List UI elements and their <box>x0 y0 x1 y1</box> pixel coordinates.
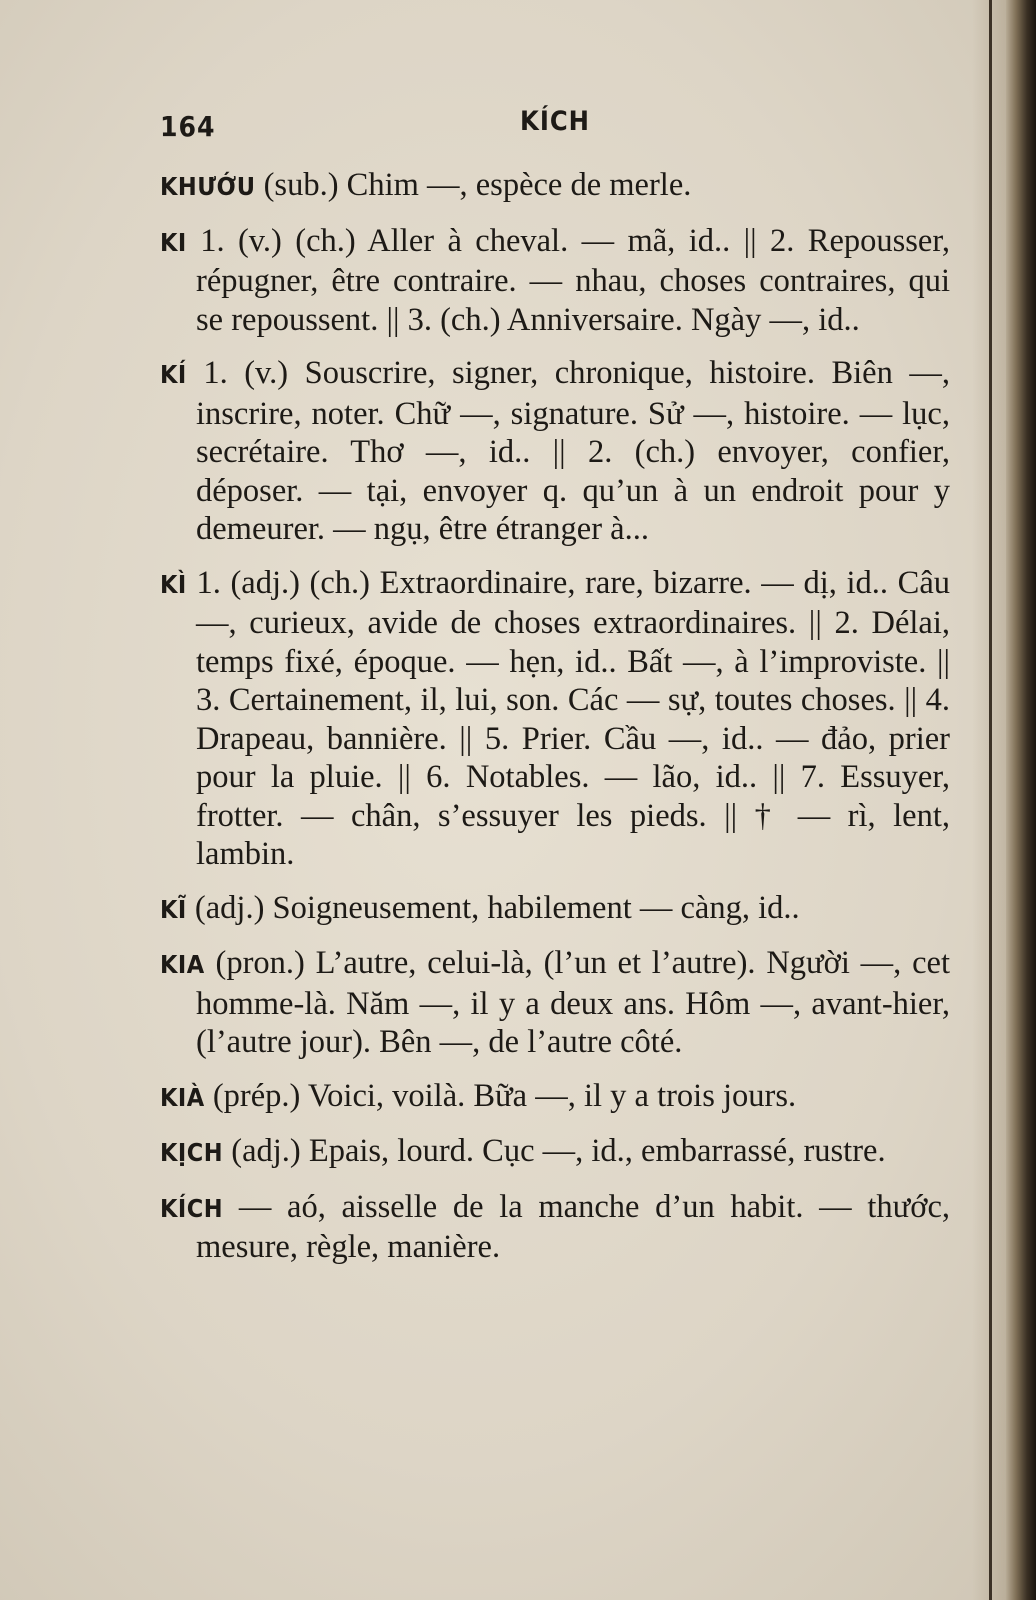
dictionary-entry <box>160 889 950 930</box>
entry-definition: 1. (adj.) (ch.) Extraordinaire, rare, bizarre. — dị, id.. Câu —, curieux, avide de choses extraordinaires. || 2. Délai, temps fixé, époque. — hẹn, id.. Bất —, à l’improviste. || 3. Certainement, il, lui, son. Các — sự, toutes choses. || 4. Drapeau, bannière. || 5. Prier. Cầu —, id.. — đảo, prier pour la pluie. || 6. Notables. — lão, id.. || 7. Essuyer, frotter. — chân, s’essuyer les pieds. || † — rì, lent, lambin. <box>196 564 950 872</box>
entry-headword: KÍCH <box>160 1193 224 1223</box>
entry-headword: KI <box>160 227 187 257</box>
entry-headword: KÍ <box>160 360 187 389</box>
entry-headword: KỊCH <box>160 1138 224 1167</box>
entry-definition: 1. (v.) Souscrire, signer, chronique, histoire. Biên —, inscrire, noter. Chữ —, signature. Sử —, histoire. — lục, secrétaire. Thơ —, id.. || 2. (ch.) envoyer, confier, déposer. — tại, envoyer q. qu’un à un endroit pour y demeurer. — ngụ, être étranger à... <box>196 355 950 547</box>
dictionary-entries <box>160 166 950 1282</box>
dictionary-entry <box>160 1188 950 1267</box>
dictionary-entry <box>160 944 950 1062</box>
entry-definition: (pron.) L’autre, celui-là, (l’un et l’autre). Người —, cet homme-là. Năm —, il y a deux ans. Hôm —, avant-hier, (l’autre jour). Bên —, de l’autre côté. <box>196 945 950 1060</box>
entry-definition: — aó, aisselle de la manche d’un habit. — thước, mesure, règle, manière. <box>196 1188 950 1265</box>
dictionary-entry <box>160 564 950 874</box>
entry-definition: (prép.) Voici, voilà. Bữa —, il y a trois jours. <box>212 1077 797 1114</box>
book-spine-edge <box>1006 0 1036 1600</box>
entry-definition: (adj.) Epais, lourd. Cục —, id., embarrassé, rustre. <box>231 1133 886 1169</box>
dictionary-entry <box>160 1132 950 1173</box>
entry-headword: KĨ <box>160 894 187 924</box>
page-edge-line <box>989 0 992 1600</box>
entry-headword: KÌ <box>160 569 187 599</box>
dictionary-entry <box>160 1077 950 1118</box>
entry-definition: (sub.) Chim —, espèce de merle. <box>263 167 692 203</box>
entry-headword: KIA <box>160 950 205 979</box>
dictionary-entry <box>160 166 950 207</box>
entry-definition: 1. (v.) (ch.) Aller à cheval. — mã, id.. || 2. Repousser, répugner, être contraire. — nhau, choses contraires, qui se repoussent. || 3. (ch.) Anniversaire. Ngày —, id.. <box>196 222 950 338</box>
page-number: 164 <box>160 110 216 143</box>
dictionary-entry <box>160 222 950 340</box>
entry-definition: (adj.) Soigneusement, habilement — càng, id.. <box>194 889 800 926</box>
entry-headword: KIÀ <box>160 1082 205 1112</box>
page-header <box>160 106 950 150</box>
dictionary-entry <box>160 354 950 549</box>
running-head: KÍCH <box>520 106 591 137</box>
entry-headword: KHƯỚU <box>160 172 256 201</box>
